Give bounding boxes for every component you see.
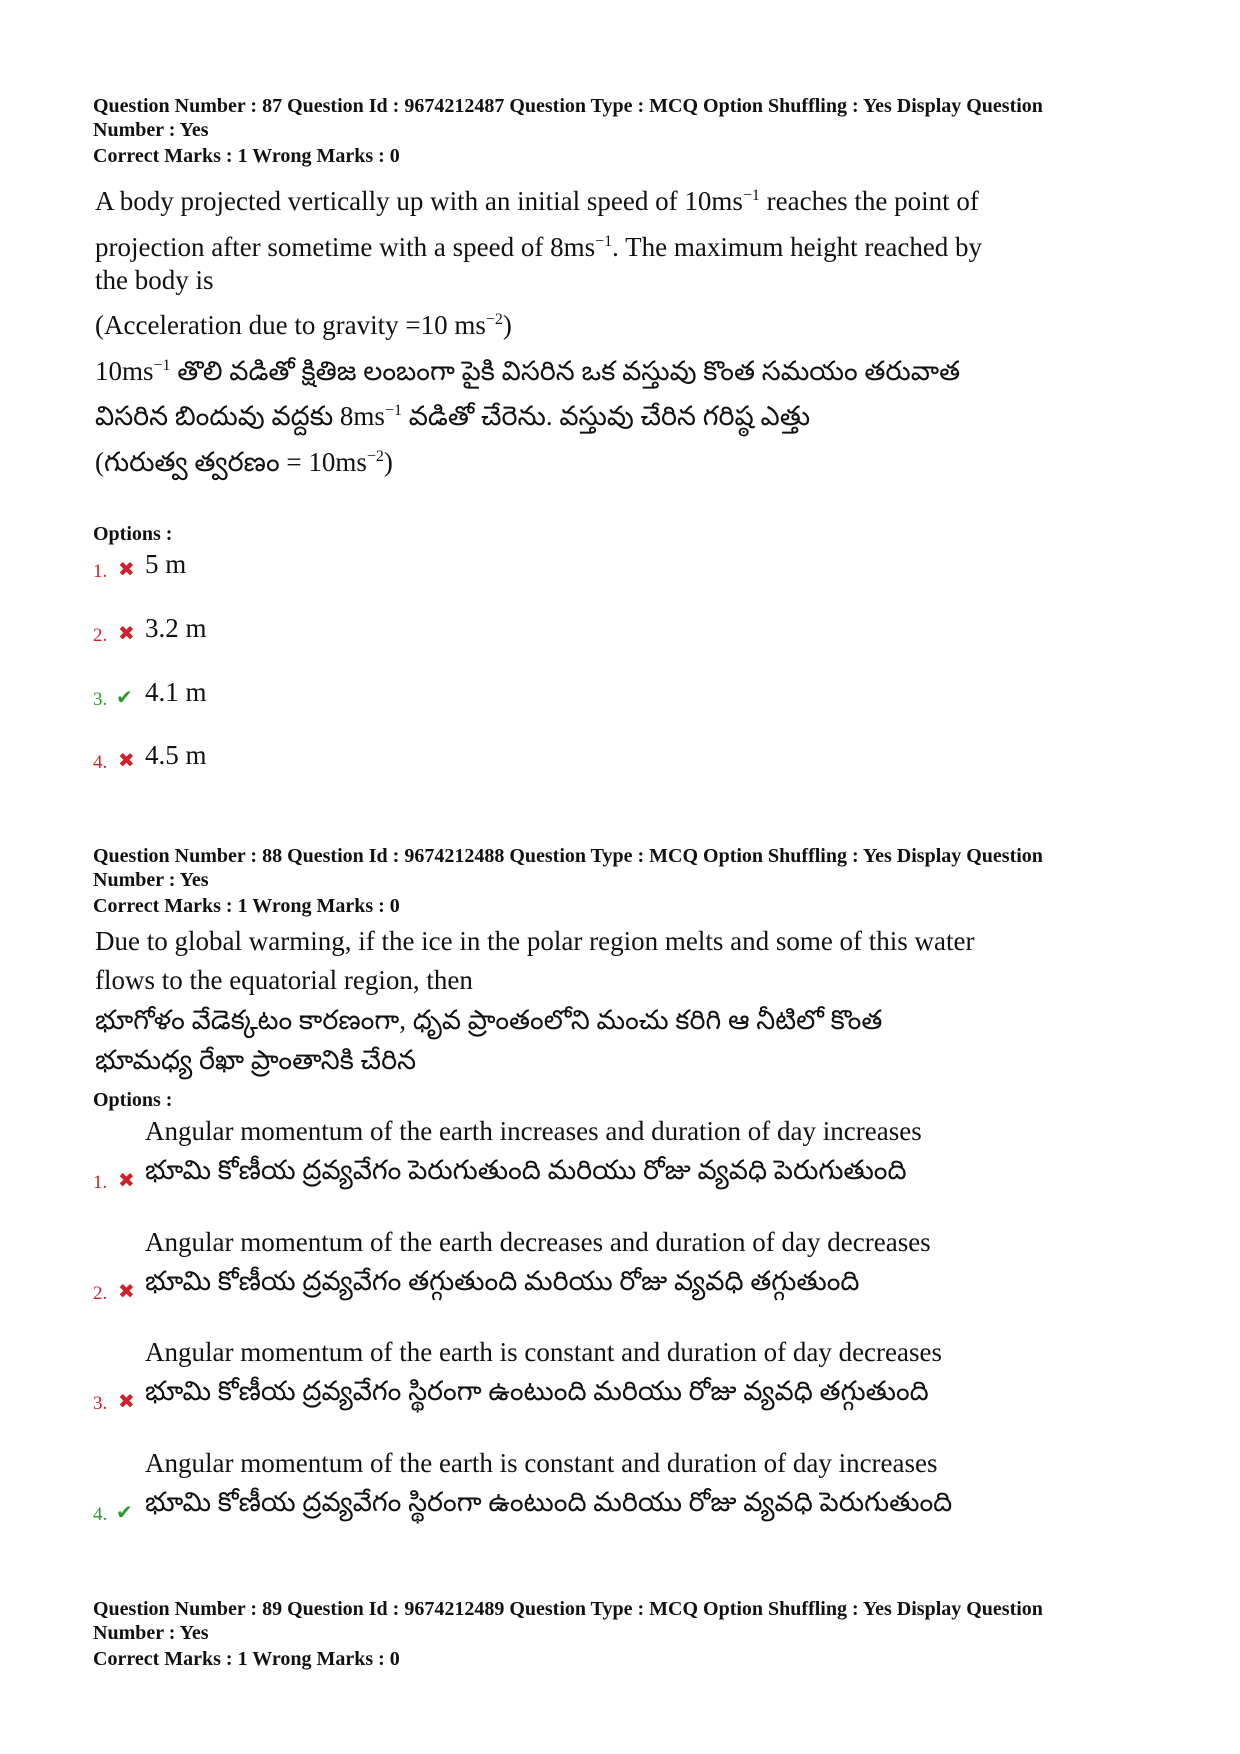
text-fragment: విసరిన బిందువు వద్దకు 8ms — [95, 401, 385, 431]
option-text: 4.1 m — [145, 677, 207, 707]
options-label: Options : — [93, 1089, 173, 1111]
option-number: 3. — [93, 1393, 108, 1414]
option-number: 4. — [93, 1504, 108, 1525]
unit-text: ms — [711, 186, 743, 216]
question-text-line — [95, 226, 982, 263]
option-number: 1. — [93, 561, 108, 582]
question-meta-line: Number : Yes — [93, 869, 209, 891]
cross-icon: ✖ — [118, 1168, 135, 1192]
option-number: 1. — [93, 1172, 108, 1193]
exponent: −2 — [485, 311, 503, 328]
option-text: Angular momentum of the earth increases and duration of day increases — [145, 1116, 922, 1146]
cross-icon: ✖ — [118, 557, 135, 581]
option-text-telugu: భూమి కోణీయ ద్రవ్యవేగం స్థిరంగా ఉంటుంది మరియు రోజు వ్యవధి పెరుగుతుంది — [145, 1487, 953, 1517]
question-text-telugu-line — [95, 395, 810, 432]
text-fragment: A body projected vertically up with an initial speed of 10 — [95, 186, 712, 216]
option-text: 5 m — [145, 549, 187, 579]
question-text-telugu-line — [95, 350, 960, 387]
text-fragment: వడితో చేరెను. వస్తువు చేరిన గరిష్ఠ ఎత్తు — [401, 401, 811, 431]
text-fragment: 10ms — [95, 356, 154, 386]
question-89-header — [93, 1597, 1153, 1645]
text-fragment: తొలి వడితో క్షితిజ లంబంగా పైకి విసరిన ఒక వస్తువు కొంత సమయం తరువాత — [170, 356, 961, 386]
marks-info: Correct Marks : 1 Wrong Marks : 0 — [93, 1648, 400, 1670]
check-icon: ✔ — [116, 685, 133, 709]
option-number: 2. — [93, 1283, 108, 1304]
option-text: 4.5 m — [145, 740, 207, 770]
question-meta-line: Number : Yes — [93, 119, 209, 141]
exponent: −1 — [384, 402, 402, 419]
cross-icon: ✖ — [118, 1279, 135, 1303]
question-text-telugu-line: భూమధ్య రేఖా ప్రాంతానికి చేరిన — [95, 1045, 417, 1075]
question-text-telugu-line — [95, 441, 393, 478]
exponent: −1 — [153, 357, 171, 374]
cross-icon: ✖ — [118, 621, 135, 645]
exponent: −1 — [742, 187, 760, 204]
option-text-telugu: భూమి కోణీయ ద్రవ్యవేగం స్థిరంగా ఉంటుంది మరియు రోజు వ్యవధి తగ్గుతుంది — [145, 1376, 929, 1406]
question-meta-line: Number : Yes — [93, 1622, 209, 1644]
question-text-line: flows to the equatorial region, then — [95, 965, 473, 995]
question-meta-line: Question Number : 89 Question Id : 9674212489 Question Type : MCQ Option Shuffling : Yes Display Question — [93, 1598, 1043, 1620]
text-fragment: projection after sometime with a speed of 8 — [95, 232, 564, 262]
marks-info: Correct Marks : 1 Wrong Marks : 0 — [93, 895, 400, 917]
text-fragment: reaches the point of — [759, 186, 979, 216]
text-fragment: . The maximum height reached by — [612, 232, 983, 262]
options-label: Options : — [93, 523, 173, 545]
exponent: −1 — [595, 233, 613, 250]
question-text-line: the body is — [95, 265, 214, 295]
text-fragment: ) — [502, 310, 512, 340]
question-meta-line: Question Number : 88 Question Id : 9674212488 Question Type : MCQ Option Shuffling : Yes Display Question — [93, 845, 1043, 867]
option-text: Angular momentum of the earth is constant and duration of day increases — [145, 1448, 938, 1478]
text-fragment: (Acceleration due to gravity =10 ms — [95, 310, 486, 340]
option-text-telugu: భూమి కోణీయ ద్రవ్యవేగం పెరుగుతుంది మరియు రోజు వ్యవధి పెరుగుతుంది — [145, 1155, 907, 1185]
question-text-line: Due to global warming, if the ice in the polar region melts and some of this water — [95, 926, 975, 956]
question-text-line — [95, 304, 512, 341]
question-87-header — [93, 94, 1153, 142]
option-number: 3. — [93, 689, 108, 710]
question-88-header — [93, 844, 1153, 892]
option-text-telugu: భూమి కోణీయ ద్రవ్యవేగం తగ్గుతుంది మరియు రోజు వ్యవధి తగ్గుతుంది — [145, 1266, 860, 1296]
marks-info: Correct Marks : 1 Wrong Marks : 0 — [93, 145, 400, 167]
cross-icon: ✖ — [118, 748, 135, 772]
question-meta-line: Question Number : 87 Question Id : 9674212487 Question Type : MCQ Option Shuffling : Yes Display Question — [93, 95, 1043, 117]
option-text: Angular momentum of the earth decreases and duration of day decreases — [145, 1227, 931, 1257]
unit-text: ms — [563, 232, 596, 262]
cross-icon: ✖ — [118, 1389, 135, 1413]
text-fragment: (గురుత్వ త్వరణం = 10ms — [95, 447, 367, 477]
question-text-telugu-line: భూగోళం వేడెక్కటం కారణంగా, ధృవ ప్రాంతంలోని మంచు కరిగి ఆ నీటిలో కొంత — [95, 1005, 883, 1035]
option-text: 3.2 m — [145, 613, 207, 643]
option-text: Angular momentum of the earth is constant and duration of day decreases — [145, 1337, 943, 1367]
option-number: 4. — [93, 752, 108, 773]
check-icon: ✔ — [116, 1500, 133, 1524]
exponent: −2 — [366, 448, 384, 465]
text-fragment: ) — [383, 447, 393, 477]
option-number: 2. — [93, 625, 108, 646]
question-text-line — [95, 180, 979, 217]
